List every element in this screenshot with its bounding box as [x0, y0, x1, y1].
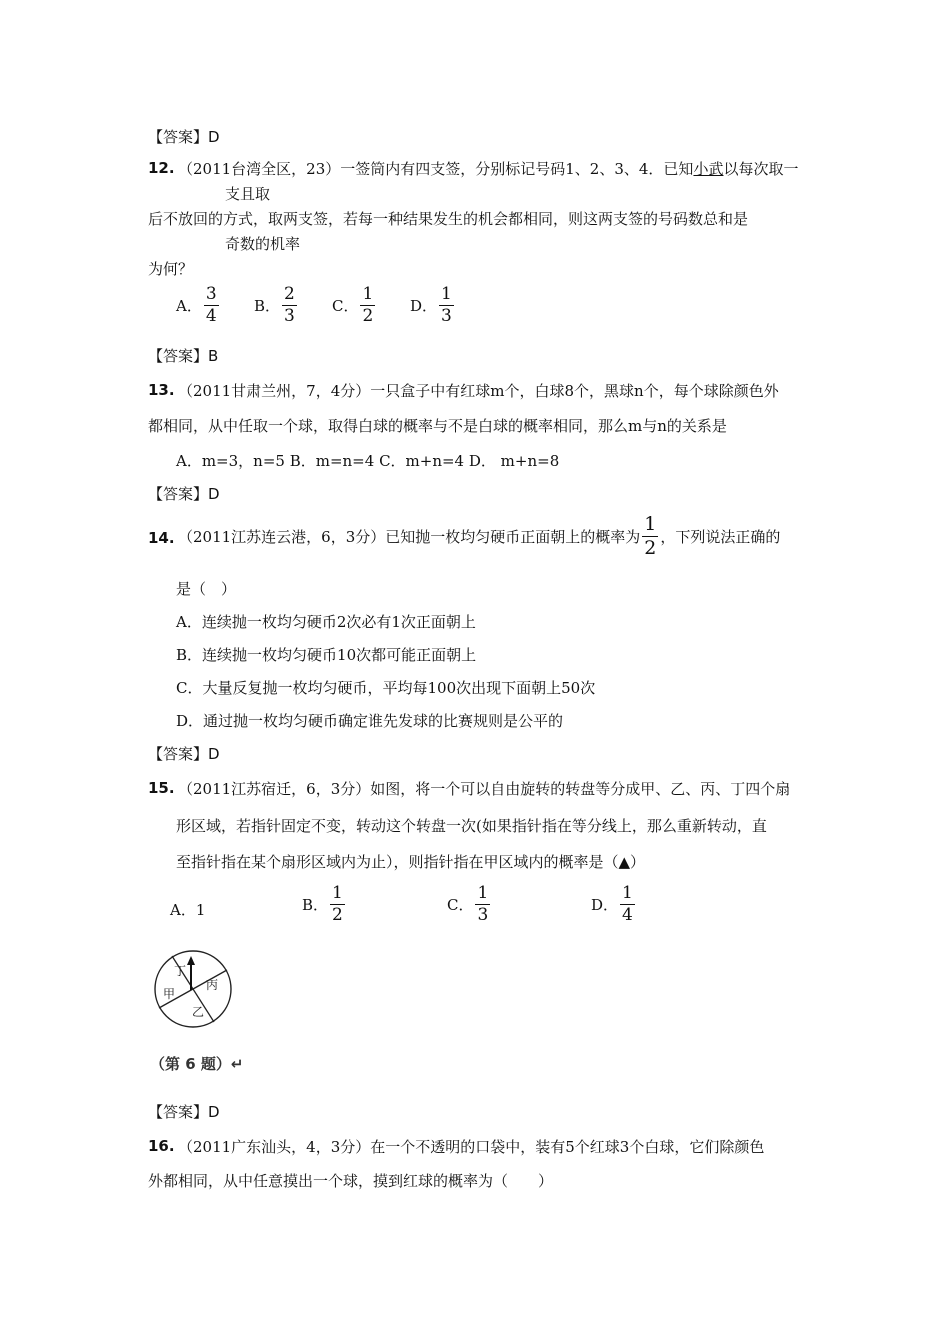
question-16-line1: （2011广东汕头，4，3分）在一个不透明的口袋中，装有5个红球3个白球，它们除颜色: [178, 1138, 765, 1156]
figure-caption: （第 6 题）↵: [150, 1055, 244, 1073]
question-12-line2: 支且取: [225, 185, 271, 203]
q14-option-a: A．连续抛一枚均匀硬币2次必有1次正面朝上: [176, 613, 476, 631]
question-12-line5: 为何？: [148, 260, 194, 278]
q15-option-c: C． $\frac{1}{3}$: [447, 883, 489, 925]
sector-label-ding: 丁: [174, 964, 187, 978]
answer-13: 【答案】D: [148, 485, 220, 503]
question-13-number: 13.: [148, 381, 175, 399]
answer-12: 【答案】B: [148, 347, 219, 365]
answer-14: 【答案】D: [148, 745, 220, 763]
q15-option-a: A．1: [170, 901, 206, 919]
answer-11: 【答案】D: [148, 128, 220, 146]
question-12-line3: 后不放回的方式，取两支签，若每一种结果发生的机会都相同，则这两支签的号码数总和是: [148, 210, 749, 228]
q14-option-c: C．大量反复抛一枚均匀硬币，平均每100次出现下面朝上50次: [176, 679, 596, 697]
q15-option-b: B． $\frac{1}{2}$: [302, 883, 343, 925]
q12-option-b: B． $\frac{2}{3}$: [254, 284, 295, 326]
question-16-number: 16.: [148, 1137, 175, 1155]
question-13-line1: （2011甘肃兰州，7，4分）一只盒子中有红球m个，白球8个，黑球n个，每个球除颜色外: [178, 382, 779, 400]
question-14-line2: 是（ ）: [176, 580, 237, 598]
question-12-line1: （2011台湾全区，23）一签筒内有四支签，分别标记号码1、2、3、4．已知小武以每次取一: [178, 160, 799, 178]
sector-label-jia: 甲: [163, 987, 176, 1001]
q12-option-d: D． $\frac{1}{3}$: [410, 284, 452, 326]
q12-option-c: C． $\frac{1}{2}$: [332, 284, 374, 326]
q14-option-d: D．通过抛一枚均匀硬币确定谁先发球的比赛规则是公平的: [176, 712, 564, 730]
answer-15: 【答案】D: [148, 1103, 220, 1121]
sector-label-bing: 丙: [206, 978, 219, 992]
question-15-line1: （2011江苏宿迁，6，3分）如图，将一个可以自由旋转的转盘等分成甲、乙、丙、丁四个扇: [178, 780, 791, 798]
question-15-line2: 形区域，若指针固定不变，转动这个转盘一次(如果指针指在等分线上，那么重新转动，直: [176, 817, 767, 835]
question-12-number: 12.: [148, 159, 175, 177]
question-15-line3: 至指针指在某个扇形区域内为止），则指针指在甲区域内的概率是（▲）: [176, 853, 646, 871]
question-14-number: 14.: [148, 529, 175, 547]
pointer-arrow-icon: [187, 956, 195, 965]
question-16-line2: 外都相同，从中任意摸出一个球，摸到红球的概率为（ ）: [148, 1172, 554, 1190]
question-13-options: A．m=3，n=5 B．m=n=4 C．m+n=4 D． m+n=8: [176, 452, 560, 470]
question-15-number: 15.: [148, 779, 175, 797]
q15-option-d: D． $\frac{1}{4}$: [591, 883, 633, 925]
question-13-line2: 都相同，从中任取一个球，取得白球的概率与不是白球的概率相同，那么m与n的关系是: [148, 417, 727, 435]
q12-option-a: A． $\frac{3}{4}$: [176, 284, 217, 326]
question-12-line4: 奇数的机率: [225, 235, 301, 253]
spinner-figure: [150, 948, 236, 1030]
sector-label-yi: 乙: [192, 1005, 205, 1019]
q14-option-b: B．连续抛一枚均匀硬币10次都可能正面朝上: [176, 646, 477, 664]
name-underlined: 小武: [693, 160, 724, 178]
question-14-line1: （2011江苏连云港，6，3分）已知抛一枚均匀硬币正面朝上的概率为 $\frac{1}{2}$ ，下列说法正确的: [178, 513, 781, 559]
